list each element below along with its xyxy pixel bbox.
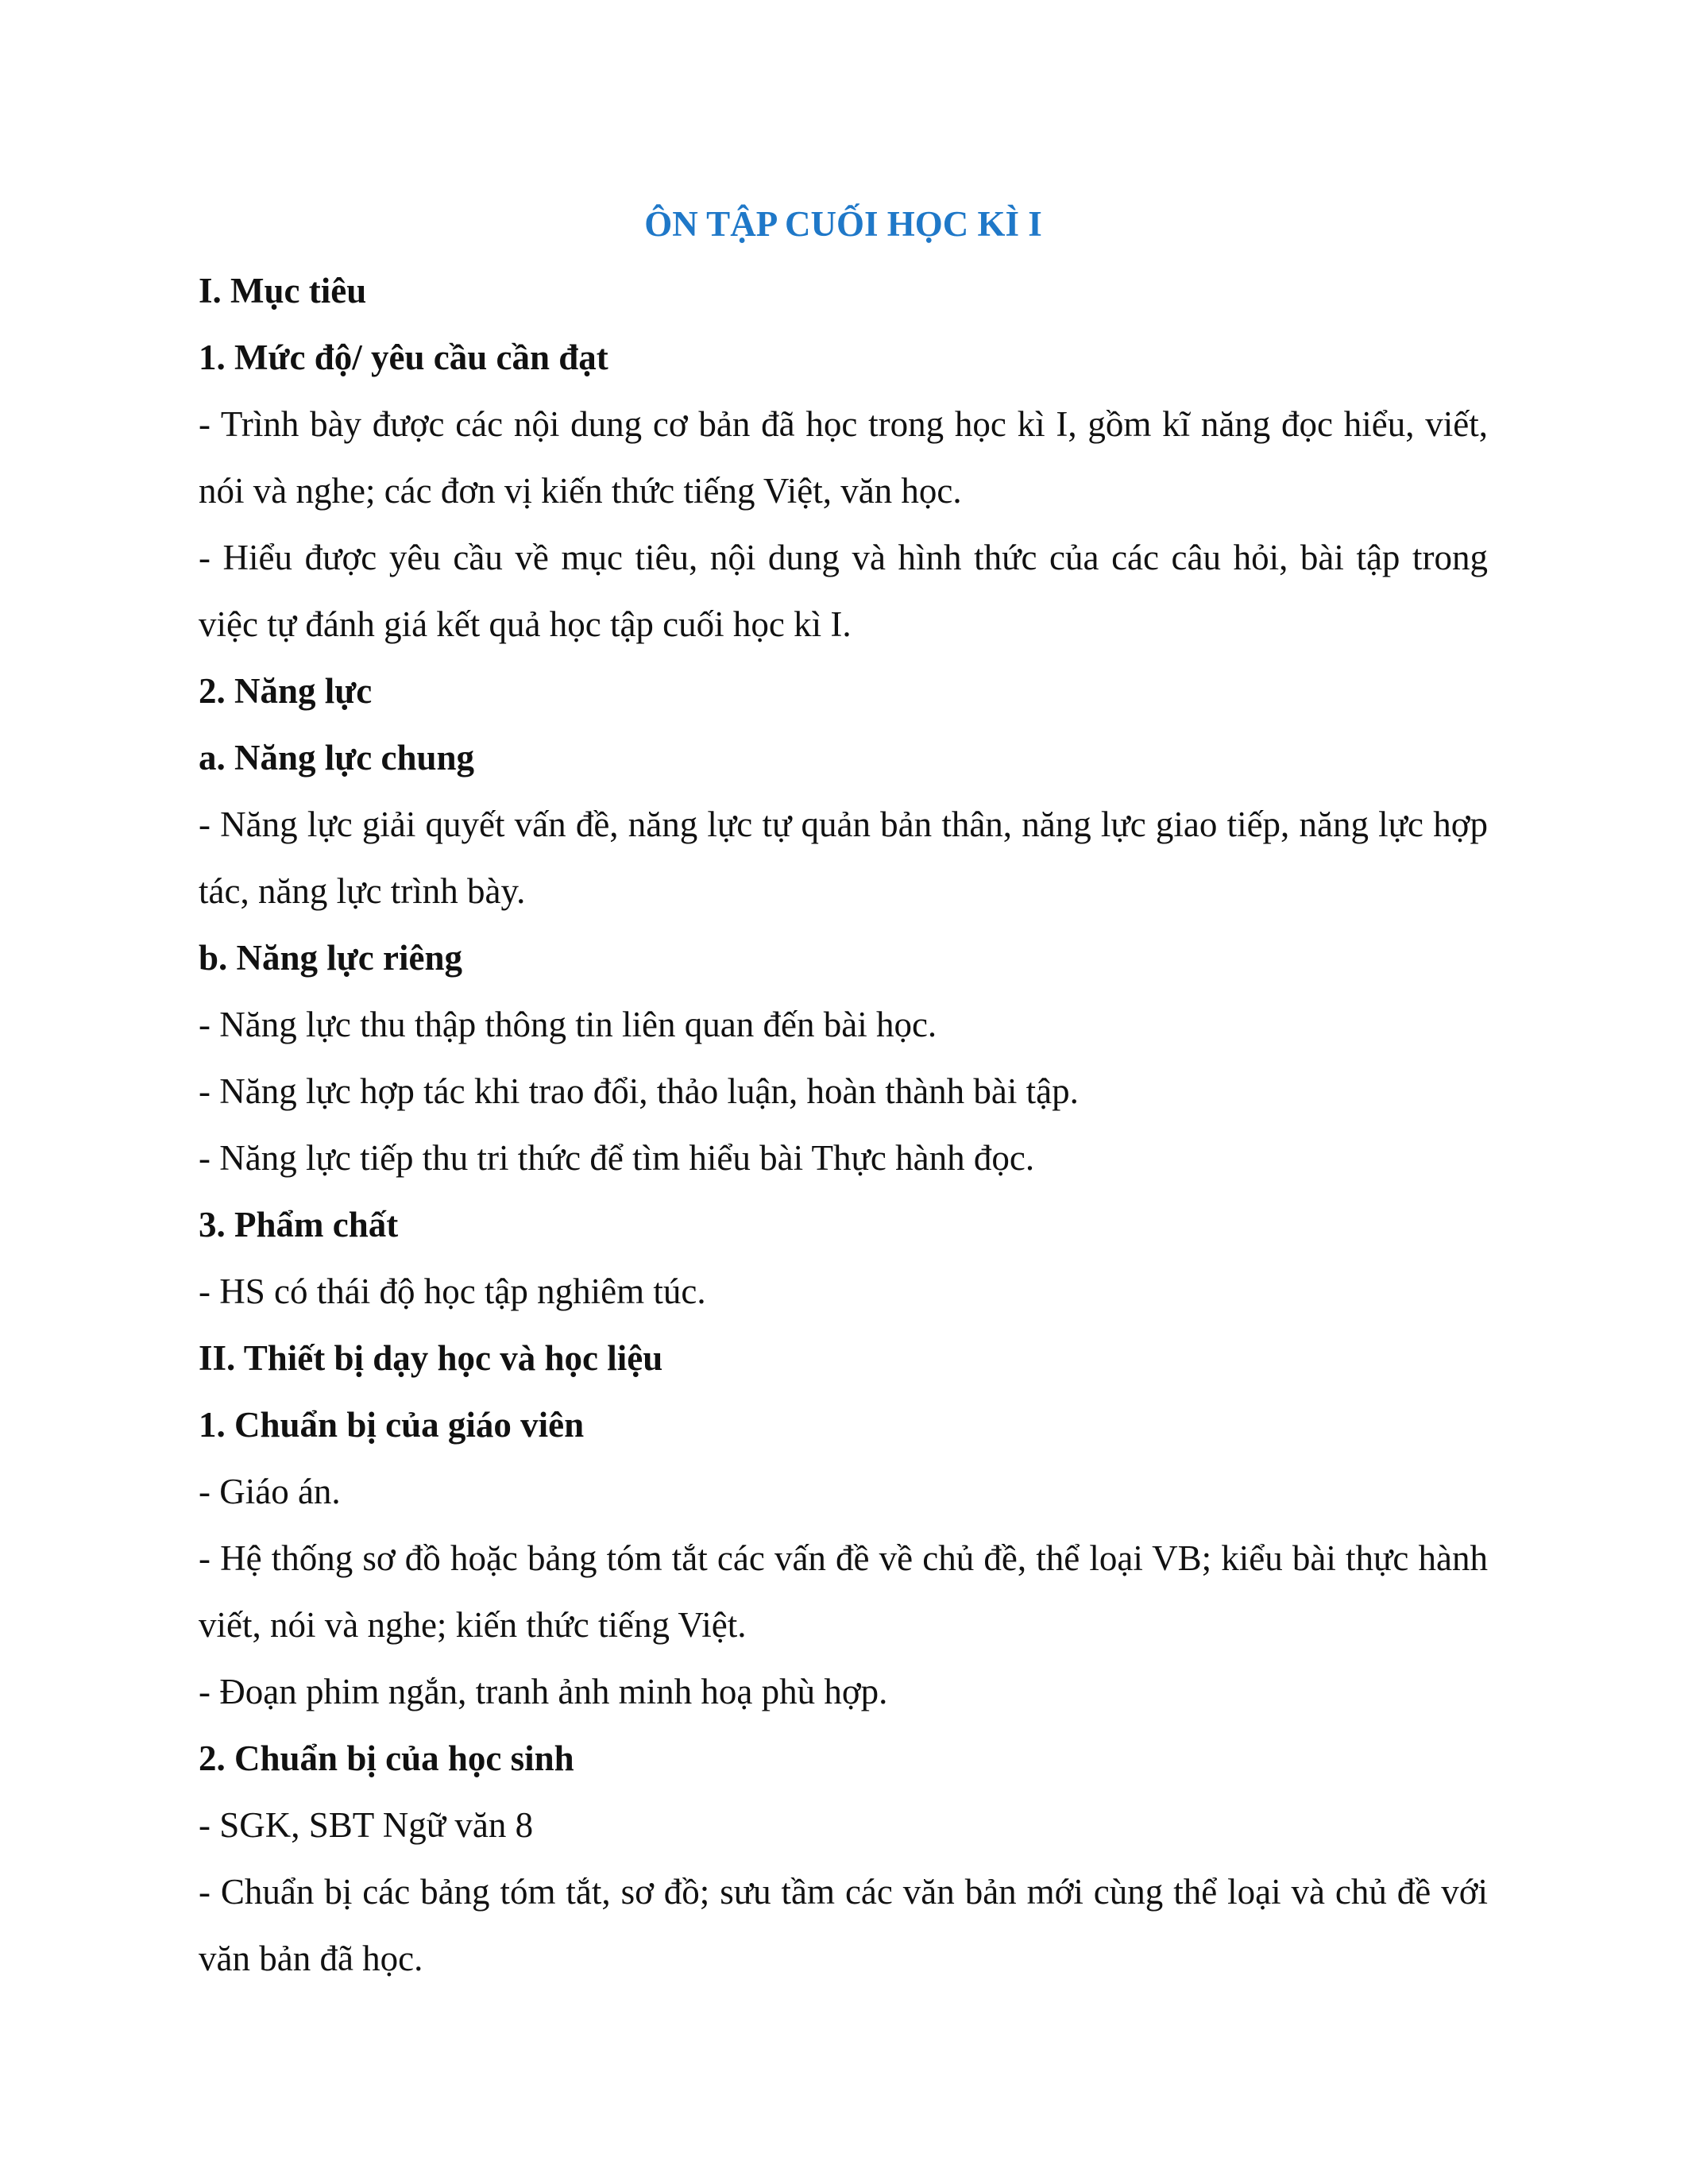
paragraph-requirement-2: - Hiểu được yêu cầu về mục tiêu, nội dung và hình thức của các câu hỏi, bài tập trong việc tự đánh giá kết quả học tập cuối học kì I.	[199, 538, 1488, 644]
paragraph-student-2: - Chuẩn bị các bảng tóm tắt, sơ đồ; sưu tầm các văn bản mới cùng thể loại và chủ đề với văn bản đã học.	[199, 1872, 1488, 1978]
list-item-specific-1: - Năng lực thu thập thông tin liên quan đến bài học.	[199, 1005, 937, 1044]
paragraph-requirement-1: - Trình bày được các nội dung cơ bản đã học trong học kì I, gồm kĩ năng đọc hiểu, viết, nói và nghe; các đơn vị kiến thức tiếng Việt, văn học.	[199, 404, 1488, 511]
list-item-specific-2: - Năng lực hợp tác khi trao đổi, thảo luận, hoàn thành bài tập.	[199, 1071, 1079, 1111]
paragraph-general-competence: - Năng lực giải quyết vấn đề, năng lực tự quản bản thân, năng lực giao tiếp, năng lực hợp tác, năng lực trình bày.	[199, 805, 1488, 911]
list-item-student-1: - SGK, SBT Ngữ văn 8	[199, 1805, 534, 1845]
subheading-general-competence: a. Năng lực chung	[199, 738, 475, 778]
subheading-qualities: 3. Phẩm chất	[199, 1205, 399, 1244]
subheading-specific-competence: b. Năng lực riêng	[199, 938, 463, 978]
list-item-specific-3: - Năng lực tiếp thu tri thức để tìm hiểu bài Thực hành đọc.	[199, 1138, 1035, 1178]
subheading-student-prep: 2. Chuẩn bị của học sinh	[199, 1738, 574, 1778]
subheading-requirements: 1. Mức độ/ yêu cầu cần đạt	[199, 338, 608, 377]
list-item-teacher-1: - Giáo án.	[199, 1472, 341, 1511]
section-heading-equipment: II. Thiết bị dạy học và học liệu	[199, 1338, 663, 1378]
document-page	[199, 191, 1488, 1992]
paragraph-teacher-2: - Hệ thống sơ đồ hoặc bảng tóm tắt các vấn đề về chủ đề, thể loại VB; kiểu bài thực hành viết, nói và nghe; kiến thức tiếng Việt.	[199, 1538, 1488, 1645]
list-item-teacher-3: - Đoạn phim ngắn, tranh ảnh minh hoạ phù hợp.	[199, 1672, 888, 1711]
list-item-qualities: - HS có thái độ học tập nghiêm túc.	[199, 1271, 706, 1311]
subheading-competence: 2. Năng lực	[199, 671, 373, 711]
section-heading-objectives: I. Mục tiêu	[199, 271, 367, 311]
subheading-teacher-prep: 1. Chuẩn bị của giáo viên	[199, 1405, 585, 1445]
document-title: ÔN TẬP CUỐI HỌC KÌ I	[644, 204, 1042, 244]
